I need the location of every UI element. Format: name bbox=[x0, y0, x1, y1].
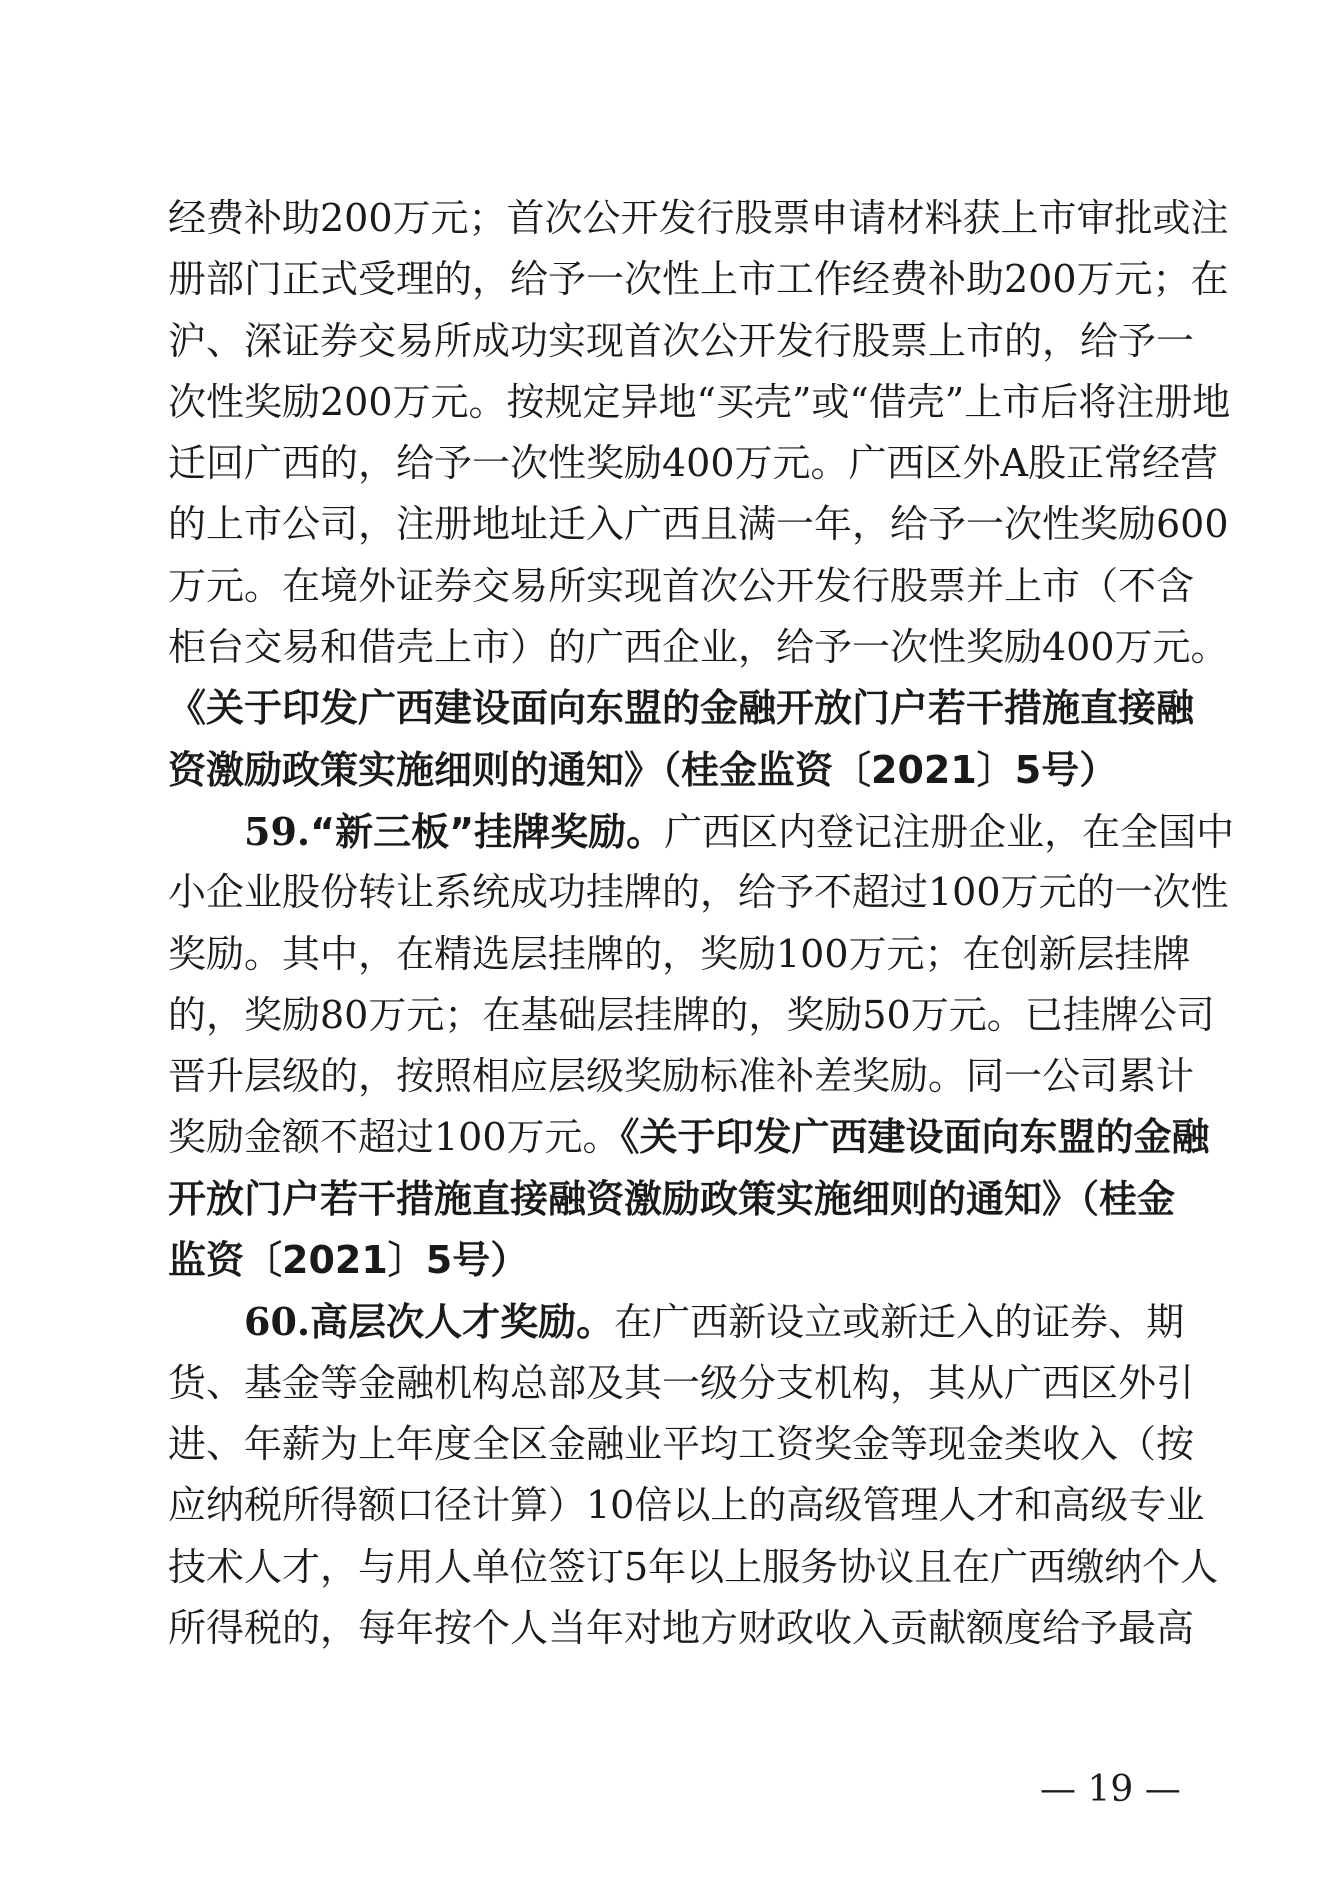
paragraph-line: 进、年薪为上年度全区金融业平均工资奖金等现金类收入（按 bbox=[168, 1421, 1195, 1466]
paragraph-line: 奖励。其中，在精选层挂牌的，奖励100万元；在创新层挂牌 bbox=[168, 931, 1191, 976]
paragraph-line: 迁回广西的，给予一次性奖励400万元。广西区外A股正常经营 bbox=[168, 441, 1218, 486]
paragraph-line: 沪、深证券交易所成功实现首次公开发行股票上市的，给予一 bbox=[168, 318, 1195, 363]
item-60-first-line bbox=[168, 1291, 1185, 1352]
item-59-first-line bbox=[168, 801, 1235, 862]
item-60-text: 在广西新设立或新迁入的证券、期 bbox=[614, 1300, 1185, 1345]
paragraph-line: 的，奖励80万元；在基础层挂牌的，奖励50万元。已挂牌公司 bbox=[168, 992, 1215, 1037]
item-59-title: “新三板”挂牌奖励。 bbox=[310, 809, 665, 854]
paragraph-line: 经费补助200万元；首次公开发行股票申请材料获上市审批或注 bbox=[168, 196, 1229, 240]
paragraph-line: 货、基金等金融机构总部及其一级分支机构，其从广西区外引 bbox=[168, 1360, 1195, 1405]
policy-reference-line: 资激励政策实施细则的通知》（桂金监资〔2021〕5号） bbox=[168, 747, 1118, 792]
policy-reference-text: 《关于印发广西建设面向东盟的金融 bbox=[620, 1115, 1210, 1160]
policy-reference-line: 监资〔2021〕5号） bbox=[168, 1238, 529, 1283]
paragraph-line bbox=[168, 1107, 1210, 1168]
paragraph-line: 应纳税所得额口径计算）10倍以上的高级管理人才和高级专业 bbox=[168, 1483, 1205, 1528]
paragraph-line: 技术人才，与用人单位签订5年以上服务协议且在广西缴纳个人 bbox=[168, 1544, 1219, 1589]
item-60-number: 60. bbox=[244, 1299, 311, 1345]
paragraph-line: 万元。在境外证券交易所实现首次公开发行股票并上市（不含 bbox=[168, 563, 1195, 608]
paragraph-line: 次性奖励200万元。按规定异地“买壳”或“借壳”上市后将注册地 bbox=[168, 379, 1231, 424]
item-59-text: 广西区内登记注册企业，在全国中 bbox=[664, 809, 1235, 854]
paragraph-line: 晋升层级的，按照相应层级奖励标准补差奖励。同一公司累计 bbox=[168, 1054, 1195, 1099]
policy-reference-line: 《关于印发广西建设面向东盟的金融开放门户若干措施直接融 bbox=[168, 686, 1195, 731]
paragraph-line: 的上市公司，注册地址迁入广西且满一年，给予一次性奖励600 bbox=[168, 502, 1229, 547]
page-number: — 19 — bbox=[1040, 1769, 1181, 1810]
paragraph-line: 柜台交易和借壳上市）的广西企业，给予一次性奖励400万元。 bbox=[168, 625, 1229, 670]
paragraph-line: 小企业股份转让系统成功挂牌的，给予不超过100万元的一次性 bbox=[168, 870, 1229, 915]
paragraph-line: 册部门正式受理的，给予一次性上市工作经费补助200万元；在 bbox=[168, 257, 1229, 302]
item-59-text: 奖励金额不超过100万元。 bbox=[168, 1115, 621, 1160]
paragraph-line: 所得税的，每年按个人当年对地方财政收入贡献额度给予最高 bbox=[168, 1605, 1195, 1650]
item-60-title: 高层次人才奖励。 bbox=[310, 1300, 615, 1345]
policy-reference-line: 开放门户若干措施直接融资激励政策实施细则的通知》（桂金 bbox=[168, 1176, 1176, 1221]
item-59-number: 59. bbox=[244, 808, 311, 854]
document-body bbox=[168, 188, 1235, 1659]
